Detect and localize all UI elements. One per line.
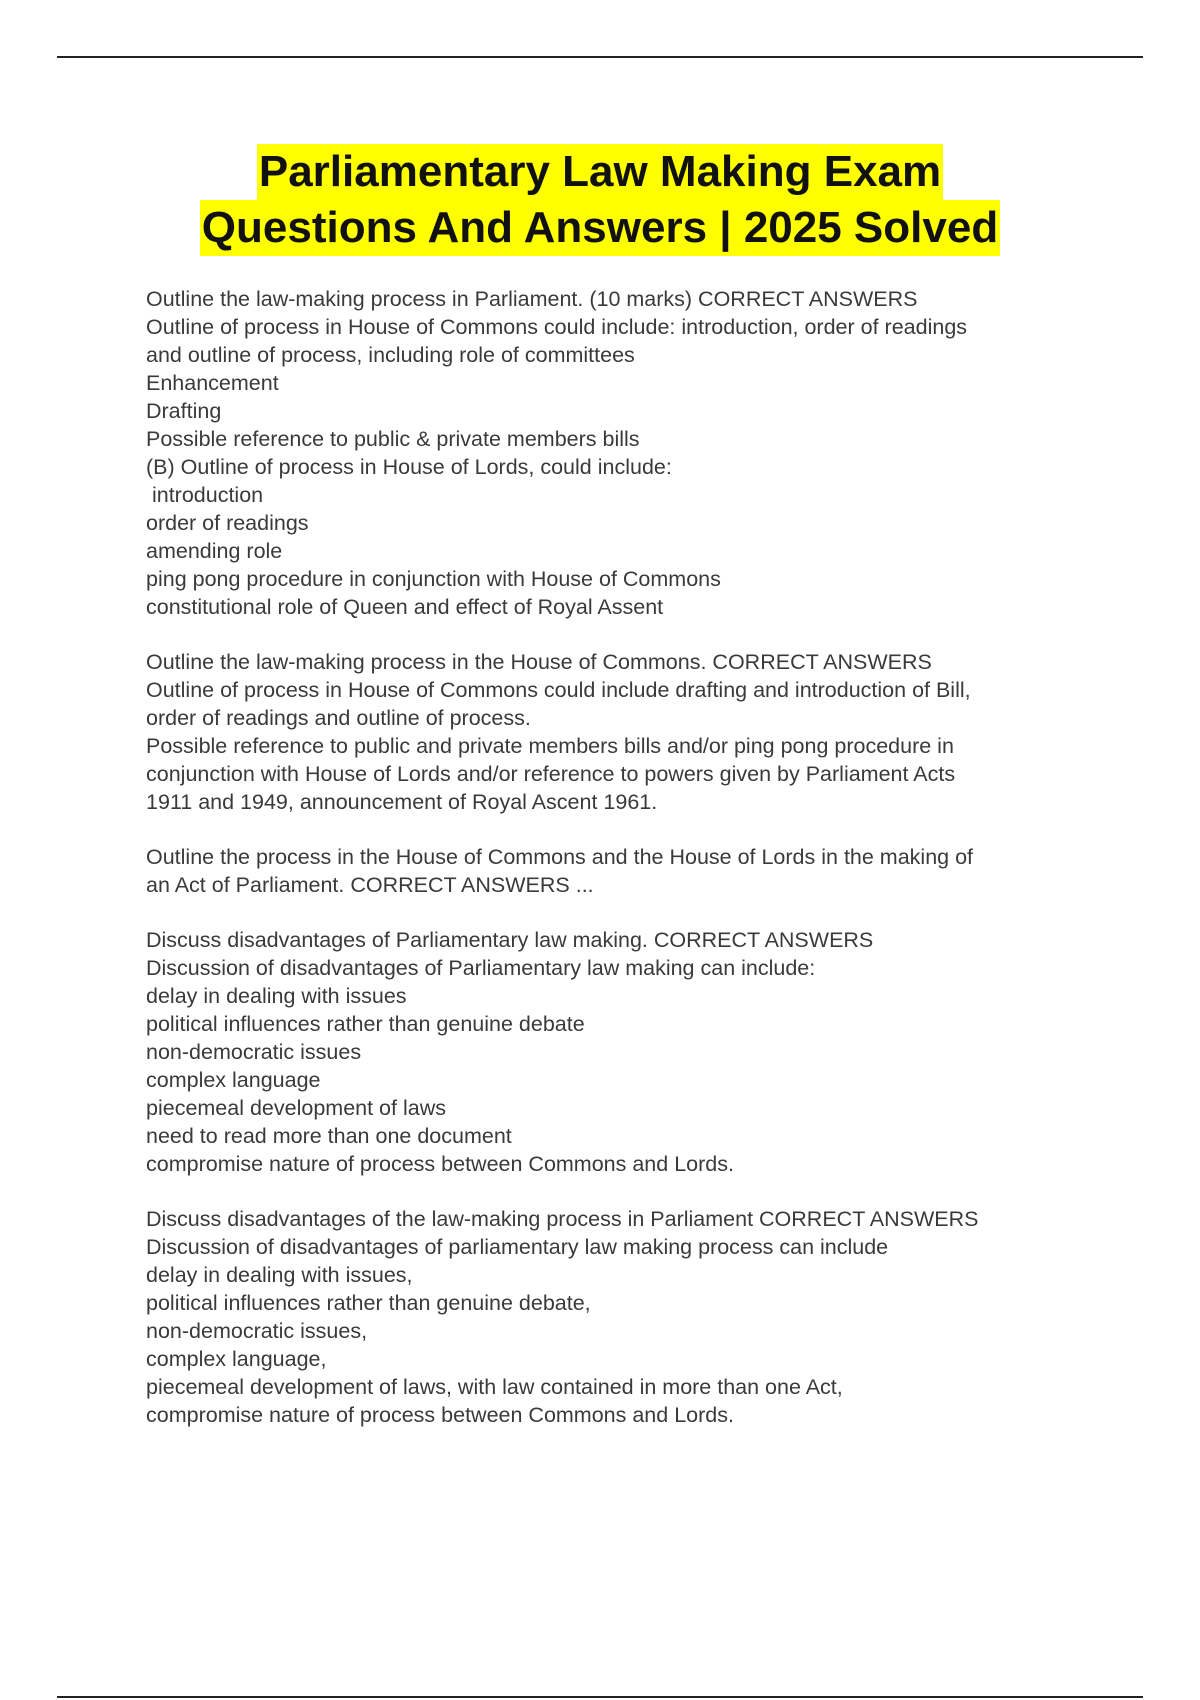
question-text: Outline the law-making process in the House of Commons. CORRECT ANSWERS bbox=[146, 650, 932, 674]
answer-line: piecemeal development of laws bbox=[146, 1096, 446, 1120]
answer-line: Outline of process in House of Commons could include drafting and introduction of Bill, bbox=[146, 678, 971, 702]
answer-line: Possible reference to public and private members bills and/or ping pong procedure in bbox=[146, 734, 954, 758]
question-text: an Act of Parliament. CORRECT ANSWERS ... bbox=[146, 873, 594, 897]
answer-line: Outline of process in House of Commons could include: introduction, order of readings bbox=[146, 315, 968, 339]
answer-line: Possible reference to public & private members bills bbox=[146, 427, 640, 451]
document-body bbox=[146, 285, 1106, 1456]
qa-block-5 bbox=[146, 1205, 1106, 1429]
question-text: Discuss disadvantages of the law-making process in Parliament CORRECT ANSWERS bbox=[146, 1207, 979, 1231]
answer-line: and outline of process, including role of committees bbox=[146, 343, 635, 367]
answer-line: delay in dealing with issues, bbox=[146, 1263, 413, 1287]
answer-line: complex language, bbox=[146, 1347, 327, 1371]
answer-line: Drafting bbox=[146, 399, 222, 423]
answer-line: constitutional role of Queen and effect of Royal Assent bbox=[146, 595, 664, 619]
top-divider bbox=[57, 56, 1143, 58]
answer-line: non-democratic issues, bbox=[146, 1319, 368, 1343]
answer-line: amending role bbox=[146, 539, 283, 563]
answer-line: Discussion of disadvantages of parliamentary law making process can include bbox=[146, 1235, 889, 1259]
answer-line: need to read more than one document bbox=[146, 1124, 512, 1148]
title-line-1: Parliamentary Law Making Exam bbox=[257, 144, 943, 200]
answer-line: ping pong procedure in conjunction with House of Commons bbox=[146, 567, 721, 591]
answer-line: political influences rather than genuine debate, bbox=[146, 1291, 591, 1315]
answer-line: political influences rather than genuine debate bbox=[146, 1012, 585, 1036]
qa-block-1 bbox=[146, 285, 1106, 621]
answer-line: conjunction with House of Lords and/or reference to powers given by Parliament Acts bbox=[146, 762, 956, 786]
answer-line: (B) Outline of process in House of Lords, could include: bbox=[146, 455, 672, 479]
question-text: Outline the process in the House of Commons and the House of Lords in the making of bbox=[146, 845, 974, 869]
answer-line: Discussion of disadvantages of Parliamentary law making can include: bbox=[146, 956, 816, 980]
qa-block-3 bbox=[146, 843, 1106, 899]
answer-line: compromise nature of process between Commons and Lords. bbox=[146, 1152, 734, 1176]
title-line-2: Questions And Answers | 2025 Solved bbox=[200, 200, 1000, 256]
document-title bbox=[0, 144, 1200, 256]
answer-line: non-democratic issues bbox=[146, 1040, 362, 1064]
qa-block-4 bbox=[146, 926, 1106, 1178]
answer-line: complex language bbox=[146, 1068, 321, 1092]
answer-line: order of readings bbox=[146, 511, 309, 535]
answer-line: compromise nature of process between Commons and Lords. bbox=[146, 1403, 734, 1427]
answer-line: order of readings and outline of process. bbox=[146, 706, 531, 730]
question-text: Discuss disadvantages of Parliamentary law making. CORRECT ANSWERS bbox=[146, 928, 874, 952]
answer-line: delay in dealing with issues bbox=[146, 984, 407, 1008]
bottom-divider bbox=[57, 1696, 1143, 1698]
qa-block-2 bbox=[146, 648, 1106, 816]
answer-line: piecemeal development of laws, with law contained in more than one Act, bbox=[146, 1375, 843, 1399]
question-text: Outline the law-making process in Parliament. (10 marks) CORRECT ANSWERS bbox=[146, 287, 918, 311]
answer-line: introduction bbox=[146, 483, 264, 507]
answer-line: 1911 and 1949, announcement of Royal Ascent 1961. bbox=[146, 790, 658, 814]
answer-line: Enhancement bbox=[146, 371, 279, 395]
